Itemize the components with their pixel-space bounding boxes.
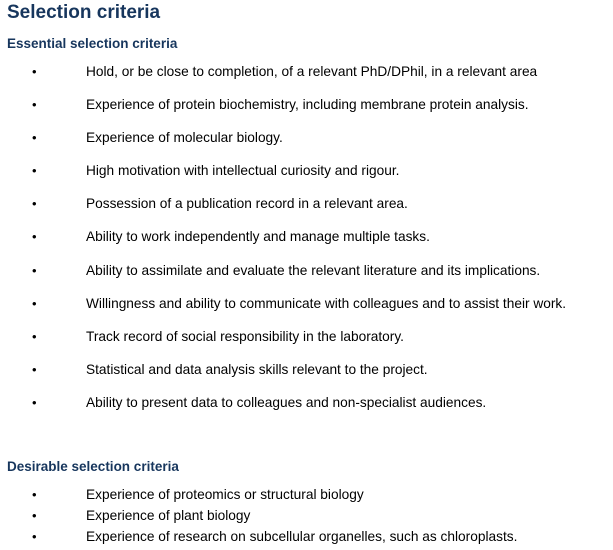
list-item	[0, 329, 613, 362]
bullet-icon: •	[32, 163, 37, 179]
page-title: Selection criteria	[7, 2, 161, 23]
list-item	[0, 97, 613, 130]
list-item-text: Possession of a publication record in a relevant area.	[86, 196, 408, 212]
list-item-text: Experience of protein biochemistry, including membrane protein analysis.	[86, 97, 529, 113]
list-item	[0, 196, 613, 229]
list-item	[0, 163, 613, 196]
list-item-text: Statistical and data analysis skills relevant to the project.	[86, 361, 428, 377]
bullet-icon: •	[32, 361, 37, 377]
list-item	[0, 508, 613, 529]
bullet-icon: •	[32, 295, 37, 311]
bullet-icon: •	[32, 64, 37, 79]
list-item	[0, 362, 613, 395]
list-item	[0, 487, 613, 508]
list-item-text: Experience of molecular biology.	[86, 130, 283, 146]
list-item	[0, 296, 613, 329]
bullet-icon: •	[32, 130, 37, 146]
list-item-text: Willingness and ability to communicate with colleagues and to assist their work.	[86, 295, 567, 311]
list-item-text: Experience of proteomics or structural biology	[86, 487, 364, 502]
list-item-text: Ability to assimilate and evaluate the relevant literature and its implications.	[86, 262, 541, 278]
bullet-icon: •	[32, 97, 37, 113]
list-item	[0, 263, 613, 296]
list-item	[0, 395, 613, 428]
bullet-icon: •	[32, 229, 37, 245]
bullet-icon: •	[32, 529, 37, 544]
essential-criteria-heading: Essential selection criteria	[7, 36, 178, 51]
bullet-icon: •	[32, 394, 37, 410]
list-item-text: Experience of plant biology	[86, 508, 251, 523]
bullet-icon: •	[32, 328, 37, 344]
list-item-text: Ability to work independently and manage multiple tasks.	[86, 229, 430, 245]
list-item-text: High motivation with intellectual curiosity and rigour.	[86, 163, 400, 179]
bullet-icon: •	[32, 487, 37, 502]
list-item-text: Track record of social responsibility in the laboratory.	[86, 328, 404, 344]
list-item-text: Ability to present data to colleagues and non-specialist audiences.	[86, 394, 487, 410]
bullet-icon: •	[32, 508, 37, 523]
list-item	[0, 130, 613, 163]
desirable-criteria-list	[0, 487, 613, 550]
list-item	[0, 529, 613, 550]
bullet-icon: •	[32, 262, 37, 278]
bullet-icon: •	[32, 196, 37, 212]
essential-criteria-list	[0, 64, 613, 428]
list-item	[0, 64, 613, 97]
desirable-criteria-heading: Desirable selection criteria	[7, 459, 179, 474]
list-item-text: Experience of research on subcellular organelles, such as chloroplasts.	[86, 529, 518, 544]
list-item	[0, 229, 613, 262]
list-item-text: Hold, or be close to completion, of a relevant PhD/DPhil, in a relevant area	[86, 64, 538, 79]
